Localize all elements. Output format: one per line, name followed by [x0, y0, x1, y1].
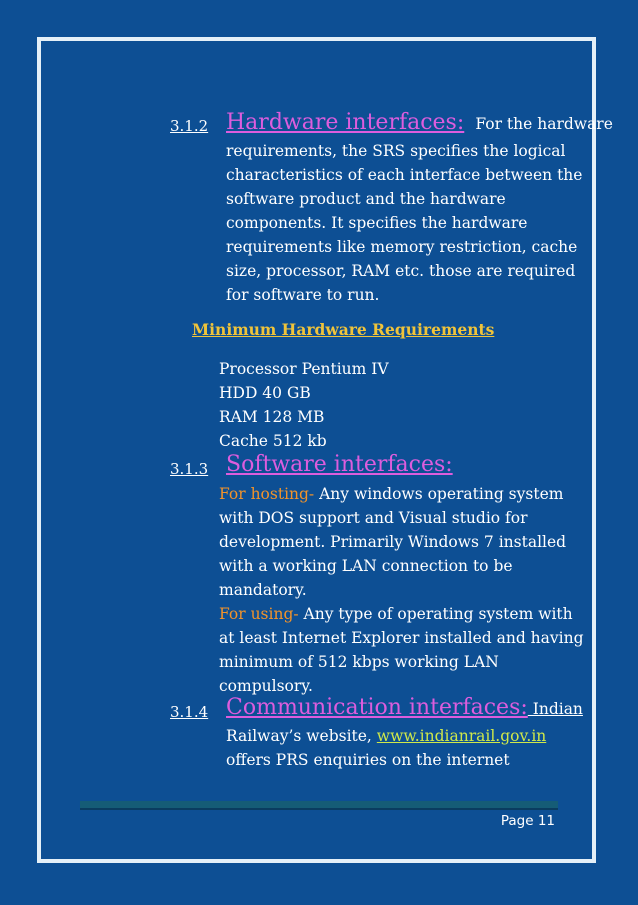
- paragraph-line: for software to run.: [226, 286, 380, 304]
- section-lead-hardware: For the hardware: [475, 115, 613, 133]
- website-line: [226, 724, 546, 748]
- hosting-lead: Any windows operating system: [314, 485, 564, 503]
- paragraph-line: requirements like memory restriction, cache: [226, 238, 578, 256]
- paragraph-line: requirements, the SRS specifies the logical: [226, 142, 566, 160]
- paragraph-line: size, processor, RAM etc. those are required: [226, 262, 576, 280]
- paragraph-line: with DOS support and Visual studio for: [219, 509, 528, 527]
- requirement-item: Processor Pentium IV: [219, 360, 389, 378]
- using-label: For using-: [219, 605, 299, 623]
- minimum-hardware-heading: Minimum Hardware Requirements: [192, 320, 495, 339]
- section-heading-software: [226, 452, 453, 477]
- paragraph-line: at least Internet Explorer installed and having: [219, 629, 584, 647]
- minimum-hardware-list: [219, 357, 389, 453]
- requirement-item: RAM 128 MB: [219, 408, 325, 426]
- paragraph-line: compulsory.: [219, 677, 313, 695]
- requirement-item: Cache 512 kb: [219, 432, 327, 450]
- hardware-paragraph: [226, 139, 582, 307]
- paragraph-line: offers PRS enquiries on the internet: [226, 751, 510, 769]
- paragraph-line: development. Primarily Windows 7 installed: [219, 533, 567, 551]
- paragraph-line: components. It specifies the hardware: [226, 214, 528, 232]
- section-number-3-1-2: 3.1.2: [170, 117, 209, 135]
- requirement-item: HDD 40 GB: [219, 384, 311, 402]
- footer-rule: [80, 801, 558, 810]
- paragraph-line: with a working LAN connection to be: [219, 557, 513, 575]
- communication-paragraph: [226, 724, 546, 772]
- website-prefix: Railway’s website,: [226, 727, 377, 745]
- section-heading-hardware: [226, 110, 613, 135]
- paragraph-line: mandatory.: [219, 581, 307, 599]
- paragraph-line: software product and the hardware: [226, 190, 506, 208]
- software-paragraph: [219, 482, 584, 698]
- section-title-software: Software interfaces:: [226, 452, 453, 477]
- paragraph-line: characteristics of each interface between the: [226, 166, 583, 184]
- section-title-communication: Communication interfaces:: [226, 695, 528, 720]
- section-number-3-1-4: 3.1.4: [170, 703, 209, 721]
- section-heading-communication: [226, 695, 583, 720]
- section-number-3-1-3: 3.1.3: [170, 460, 209, 478]
- section-title-hardware: Hardware interfaces:: [226, 110, 465, 135]
- using-line: [219, 602, 584, 626]
- page-number: Page 11: [500, 813, 555, 829]
- paragraph-line: minimum of 512 kbps working LAN: [219, 653, 499, 671]
- hosting-label: For hosting-: [219, 485, 315, 503]
- section-lead-communication: Indian: [527, 700, 583, 718]
- hosting-line: [219, 482, 584, 506]
- using-lead: Any type of operating system with: [298, 605, 573, 623]
- indianrail-link[interactable]: www.indianrail.gov.in: [376, 727, 547, 745]
